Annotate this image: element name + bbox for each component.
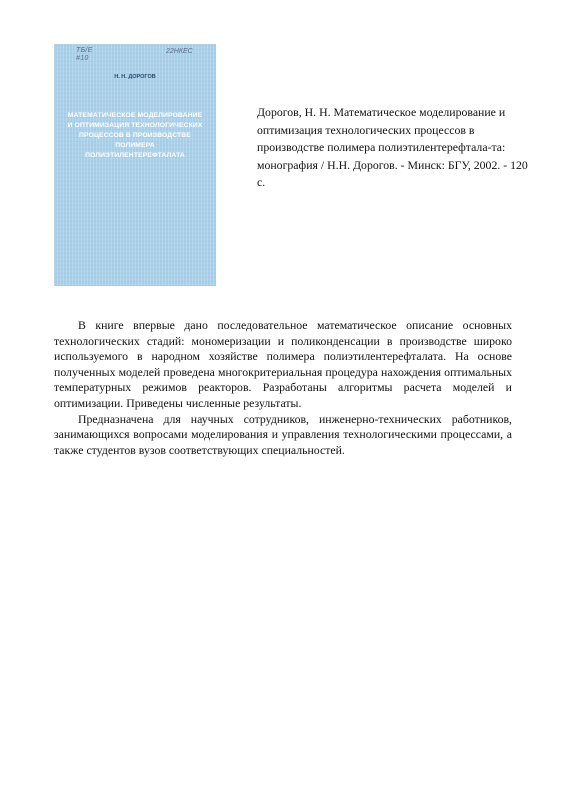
cover-title-line: ПОЛИЭТИЛЕНТЕРЕФТАЛАТА bbox=[85, 152, 185, 159]
annotation-paragraph: В книге впервые дано последовательное математическое описание основных технологических стадий: мономеризации и поликонденсации в производстве широко используемого в народном хозяйстве полимера полиэтилентерефталата. На основе полученных моделей проведена многокритериальная процедура нахождения оптимальных температурных режимов реакторов. Разработаны алгоритмы расчета моделей и оптимизации. Приведены численные результаты. bbox=[54, 318, 512, 410]
cover-title bbox=[58, 111, 212, 161]
cover-stamp-left-text: ТБ/Е #10 bbox=[76, 47, 93, 62]
cover-title-line: ПРОЦЕССОВ В ПРОИЗВОДСТВЕ bbox=[79, 132, 191, 139]
book-cover-image bbox=[54, 44, 216, 286]
cover-stamp-right: 22НКЕС bbox=[166, 48, 193, 55]
cover-stamp-left bbox=[76, 47, 93, 63]
book-annotation bbox=[54, 318, 512, 458]
bibliographic-entry: Дорогов, Н. Н. Математическое моделирование и оптимизация технологических процессов в производстве полимера полиэтилентерефтала-та: монография / Н.Н. Дорогов. - Минск: БГУ, 2002. - 120 с. bbox=[257, 105, 528, 190]
cover-author: Н. Н. ДОРОГОВ bbox=[114, 74, 156, 80]
cover-title-line: МАТЕМАТИЧЕСКОЕ МОДЕЛИРОВАНИЕ bbox=[67, 112, 203, 119]
cover-title-line: ПОЛИМЕРА bbox=[115, 142, 155, 149]
annotation-paragraph: Предназначена для научных сотрудников, инженерно-технических работников, занимающихся вопросами моделирования и управления технологическими процессами, а также студентов вузов соответствующих специальностей. bbox=[54, 411, 512, 457]
cover-title-line: И ОПТИМИЗАЦИЯ ТЕХНОЛОГИЧЕСКИХ bbox=[67, 122, 203, 129]
